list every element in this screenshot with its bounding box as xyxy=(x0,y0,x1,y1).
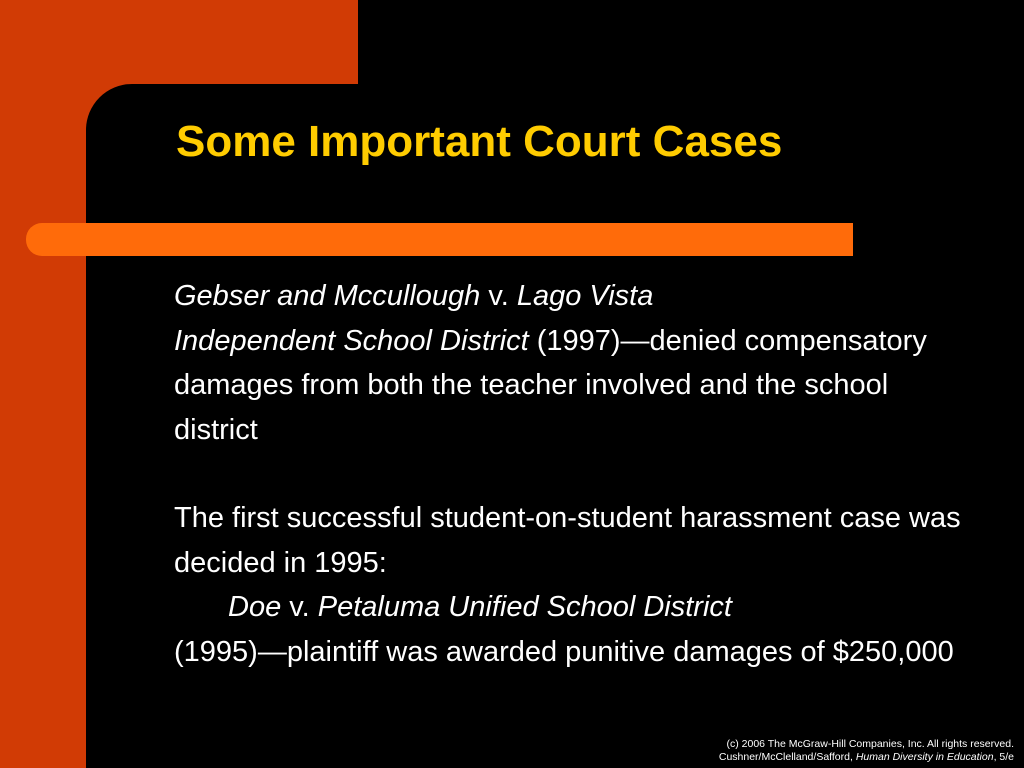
case-doe-description: (1995)—plaintiff was awarded punitive damages of $250,000 xyxy=(174,635,954,668)
case-doe xyxy=(174,496,974,674)
citation-line xyxy=(719,751,1014,764)
case-doe-defendant: Petaluma Unified School District xyxy=(317,591,732,623)
accent-bar xyxy=(26,223,853,256)
citation-authors: Cushner/McClelland/Safford, xyxy=(718,751,856,763)
citation-book-title: Human Diversity in Education xyxy=(855,751,994,763)
paragraph-spacer xyxy=(174,452,974,496)
citation-edition: , 5/e xyxy=(993,751,1014,763)
background-panel-top xyxy=(358,0,1024,84)
copyright-footer xyxy=(719,738,1014,764)
case-doe-versus: v. xyxy=(281,591,318,623)
case-gebser-versus: v. xyxy=(480,280,517,312)
slide-title: Some Important Court Cases xyxy=(176,117,783,166)
case-gebser-description: (1997)—denied compensatory damages from both the teacher involved and the school district xyxy=(174,324,927,446)
case-gebser-defendant-line1: Lago Vista xyxy=(516,280,654,312)
case-doe-plaintiff: Doe xyxy=(228,591,282,623)
slide-body xyxy=(174,274,974,674)
case-doe-intro: The first successful student-on-student harassment case was decided in 1995: xyxy=(174,502,961,579)
case-gebser-defendant-line2: Independent School District xyxy=(174,324,529,357)
copyright-line: (c) 2006 The McGraw-Hill Companies, Inc. All rights reserved. xyxy=(726,738,1014,750)
case-gebser-plaintiff: Gebser and Mccullough xyxy=(174,280,481,312)
case-gebser xyxy=(174,274,974,452)
